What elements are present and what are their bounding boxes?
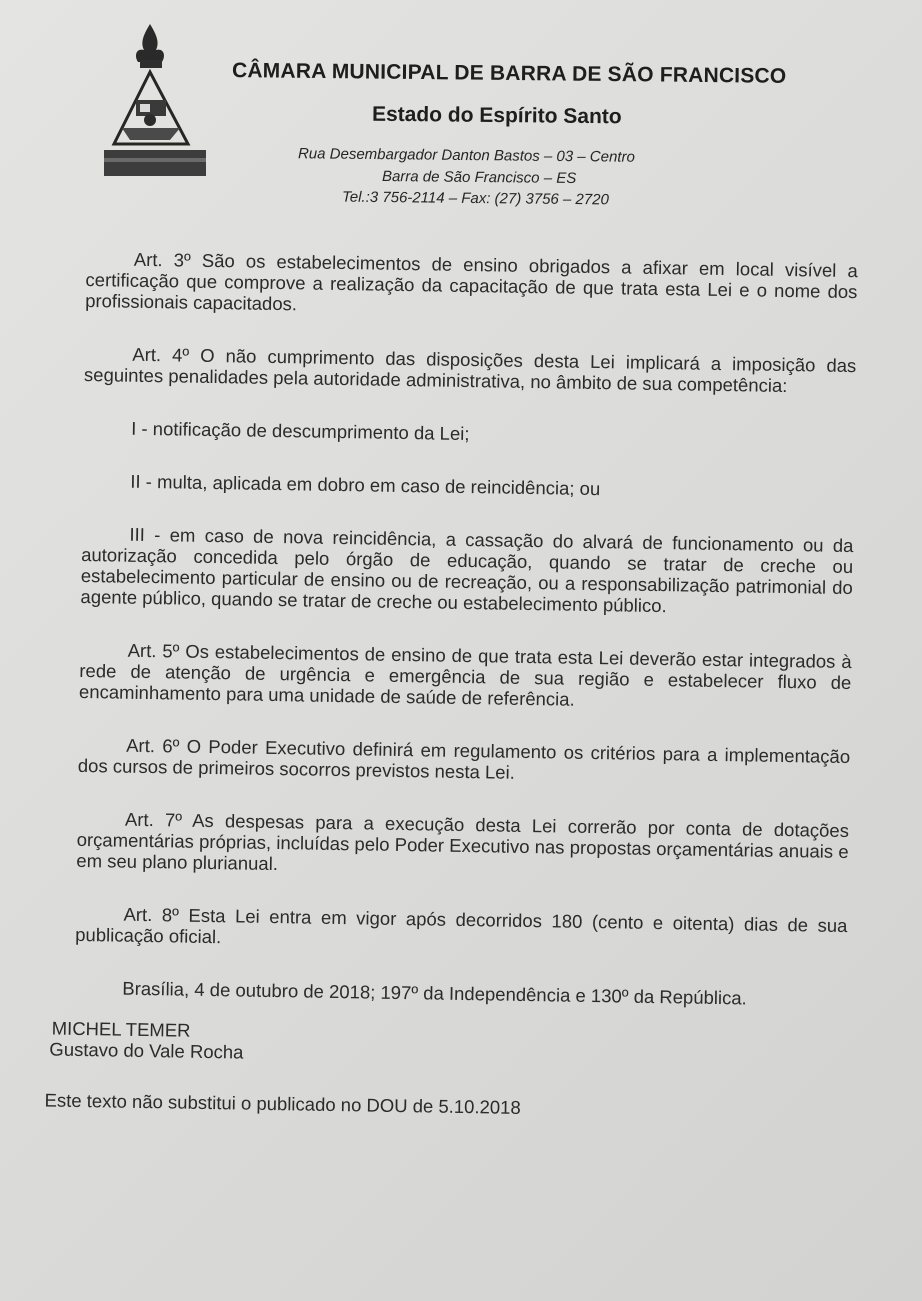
law-body [44,248,858,1123]
signatory-president: MICHEL TEMER [51,1017,191,1041]
article-8: Art. 8º Esta Lei entra em vigor após decorridos 180 (cento e oitenta) dias de sua publicação oficial. [75,903,848,948]
address-line: Rua Desembargador Danton Bastos – 03 – Centro [297,145,635,166]
penalty-item-2: II - multa, aplicada em dobro em caso de reincidência; ou [130,470,601,500]
state-name: Estado do Espírito Santo [371,102,622,129]
article-6: Art. 6º O Poder Executivo definirá em regulamento os critérios para a implementação dos cursos de primeiros socorros previstos nesta Lei. [77,734,851,783]
article-5: Art. 5º Os estabelecimentos de ensino de que trata esta Lei deverão estar integrados à rede de atenção de urgência e emergência de sua região e estabelecer fluxo de encaminhamento para uma unidade de saúde de referência. [78,639,852,710]
institution-name: CÂMARA MUNICIPAL DE BARRA DE SÃO FRANCISCO [231,59,787,88]
penalty-item-3: III - em caso de nova reincidência, a cassação do alvará de funcionamento ou da autorização concedida pelo órgão de educação, quando se tratar de creche ou estabelecimento particular de ensino ou de recreação, ou a responsabilização patrimonial do agente público, quando se tratar de creche ou estabelecimento público. [80,523,854,617]
signatory-minister: Gustavo do Vale Rocha [49,1038,244,1063]
publication-footnote: Este texto não substitui o publicado no DOU de 5.10.2018 [44,1089,521,1118]
phone-fax-line: Tel.:3 756-2114 – Fax: (27) 3756 – 2720 [341,188,609,209]
article-3: Art. 3º São os estabelecimentos de ensino obrigados a afixar em local visível a certificação que comprove a realização da capacitação de que trata esta Lei e o nome dos profissionais capacitados. [85,248,858,315]
penalty-item-1: I - notificação de descumprimento da Lei; [131,417,470,445]
article-7: Art. 7º As despesas para a execução desta Lei correrão por conta de dotações orçamentárias próprias, incluídas pelo Poder Executivo nas propostas orçamentárias anuais e em seu plano plurianual. [76,808,850,875]
article-4: Art. 4º O não cumprimento das disposições desta Lei implicará a imposição das seguintes penalidades pela autoridade administrativa, no âmbito de sua competência: [83,343,857,397]
date-line: Brasília, 4 de outubro de 2018; 197º da Independência e 130º da República. [122,977,747,1009]
city-line: Barra de São Francisco – ES [381,167,577,188]
municipal-crest-icon [100,16,210,184]
